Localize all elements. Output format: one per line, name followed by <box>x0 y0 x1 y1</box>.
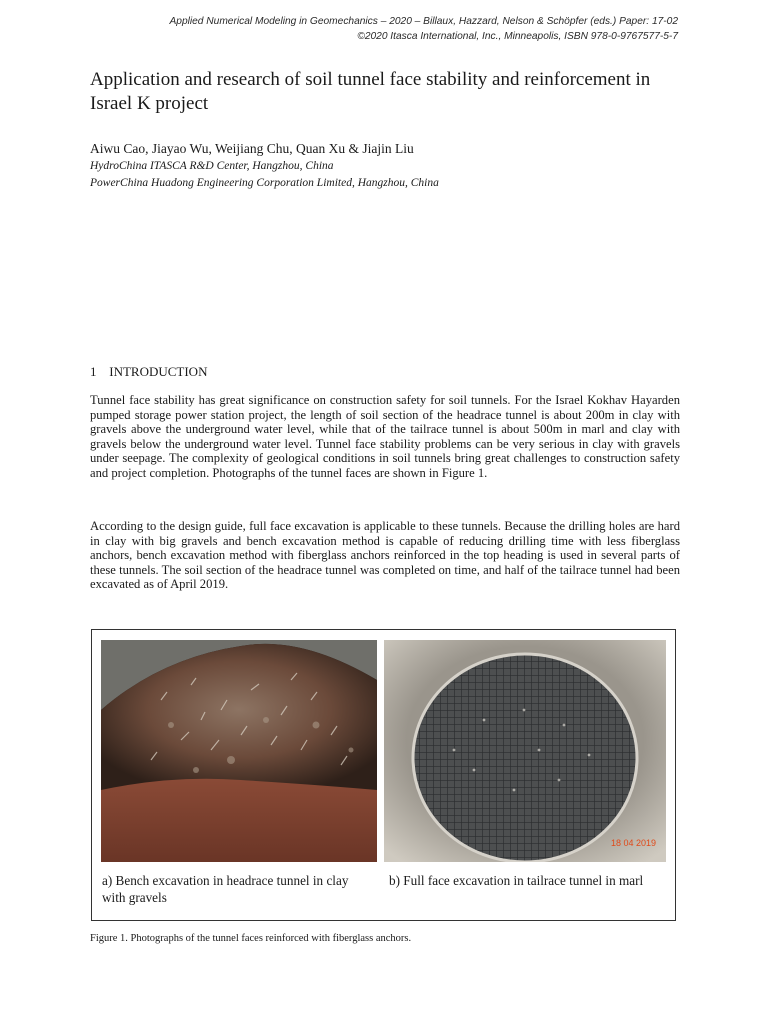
figure-1-frame <box>91 629 676 921</box>
paragraph-1: Tunnel face stability has great significance on construction safety for soil tunnels. For the Israel Kokhav Hayarden pumped storage power station project, the length of soil section of the headrace tunnel is about 200m in clay with gravels above the underground water level, while that of the tailrace tunnel is about 500m in marl and clay with gravels below the underground water level. Tunnel face stability problems can be very serious in clay with gravels under seepage. The complexity of geological conditions in soil tunnels bring great challenges to construction safety and project completion. Photographs of the tunnel faces are shown in Figure 1. <box>90 393 680 480</box>
section-title: INTRODUCTION <box>109 364 208 379</box>
paper-title: Application and research of soil tunnel face stability and reinforcement in Israel K project <box>90 69 651 114</box>
photo-full-face-excavation-tailrace <box>384 640 666 862</box>
paragraph-2: According to the design guide, full face excavation is applicable to these tunnels. Because the drilling holes are hard in clay with big gravels and bench excavation method is capable of reducing drilling time with less fiberglass anchors, bench excavation method with fiberglass anchors reinforced in the top heading is used in several parts of these tunnels. The soil section of the headrace tunnel was completed on time, and half of the tailrace tunnel had been excavated as of April 2019. <box>90 519 680 592</box>
section-number: 1 <box>90 364 97 379</box>
figure-1-caption: Figure 1. Photographs of the tunnel faces reinforced with fiberglass anchors. <box>90 933 412 944</box>
affiliation-2: PowerChina Huadong Engineering Corporation Limited, Hangzhou, China <box>90 177 439 189</box>
photo-bench-excavation-headrace <box>101 640 377 862</box>
author-list: Aiwu Cao, Jiayao Wu, Weijiang Chu, Quan Xu & Jiajin Liu <box>90 141 414 156</box>
subcaption-a: a) Bench excavation in headrace tunnel in clay with gravels <box>102 873 349 905</box>
running-header-conference: Applied Numerical Modeling in Geomechanics – 2020 – Billaux, Hazzard, Nelson & Schöpfer (eds.) Paper: 17-02 <box>169 16 678 27</box>
affiliation-1: HydroChina ITASCA R&D Center, Hangzhou, China <box>90 160 334 172</box>
photo-timestamp: 18 04 2019 <box>610 838 656 848</box>
section-heading-introduction <box>90 364 207 380</box>
subcaption-b: b) Full face excavation in tailrace tunnel in marl <box>389 873 644 888</box>
running-header-copyright: ©2020 Itasca International, Inc., Minneapolis, ISBN 978-0-9767577-5-7 <box>357 31 678 42</box>
